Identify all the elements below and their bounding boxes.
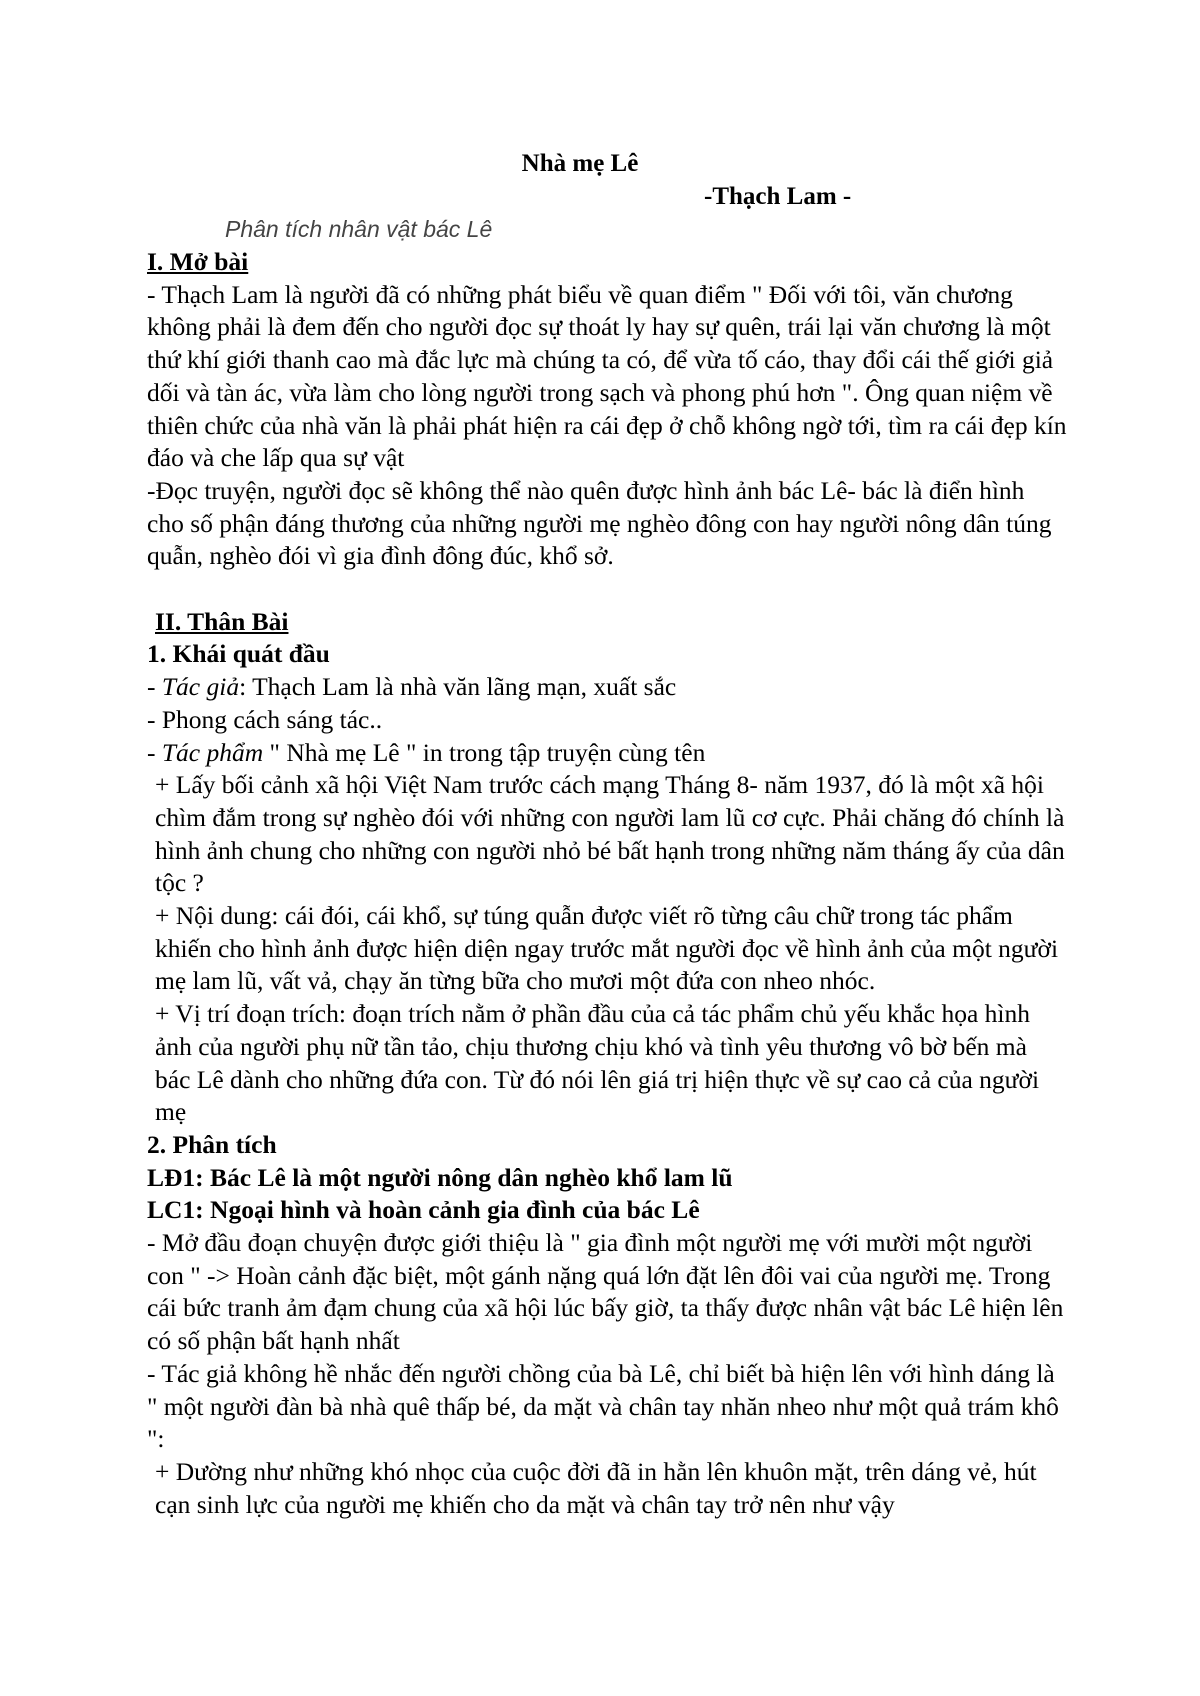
analysis-paragraph-3: + Dường như những khó nhọc của cuộc đời đã in hằn lên khuôn mặt, trên dáng vẻ, hút cạn sinh lực của người mẹ khiến cho da mặt và chân tay trở nên như vậy xyxy=(155,1457,1037,1519)
position-paragraph: + Vị trí đoạn trích: đoạn trích nằm ở phần đầu của cả tác phẩm chủ yếu khắc họa hình ảnh của người phụ nữ tần tảo, chịu thương chịu khó và tình yêu thương vô bờ bến mà bác Lê dành cho những đứa con. Từ đó nói lên giá trị hiện thực về sự cao cả của người mẹ xyxy=(155,999,1040,1127)
subheading-analysis: 2. Phân tích xyxy=(147,1129,277,1159)
author-line: - Tác giả: Thạch Lam là nhà văn lãng mạn, xuất sắc xyxy=(147,672,677,702)
document-body xyxy=(147,246,1067,1521)
work-text: " Nhà mẹ Lê " in trong tập truyện cùng tên xyxy=(263,737,706,767)
document-author: -Thạch Lam - xyxy=(704,183,852,210)
author-text: : Thạch Lam là nhà văn lãng mạn, xuất sắc xyxy=(239,672,677,702)
context-paragraph: + Lấy bối cảnh xã hội Việt Nam trước cách mạng Tháng 8- năm 1937, đó là một xã hội chìm đắm trong sự nghèo đói với những con người lam lũ cơ cực. Phải chăng đó chính là hình ảnh chung cho những con người nhỏ bé bất hạnh trong những năm tháng ấy của dân tộc ? xyxy=(155,770,1065,898)
document-subtitle: Phân tích nhân vật bác Lê xyxy=(225,216,493,242)
intro-paragraph-1: - Thạch Lam là người đã có những phát biểu về quan điểm " Đối với tôi, văn chương không phải là đem đến cho người đọc sự thoát ly hay sự quên, trái lại văn chương là một thứ khí giới thanh cao mà đắc lực mà chúng ta có, để vừa tố cáo, thay đổi cái thế giới giả dối và tàn ác, vừa làm cho lòng người trong sạch và phong phú hơn ". Ông quan niệm về thiên chức của nhà văn là phải phát hiện ra cái đẹp ở chỗ không ngờ tới, tìm ra cái đẹp kín đáo và che lấp qua sự vật xyxy=(147,279,1067,473)
subheading-overview: 1. Khái quát đầu xyxy=(147,639,330,669)
section-heading-body: II. Thân Bài xyxy=(155,606,289,636)
document-title: Nhà mẹ Lê xyxy=(521,150,639,177)
analysis-paragraph-2: - Tác giả không hề nhắc đến người chồng của bà Lê, chỉ biết bà hiện lên với hình dáng là " một người đàn bà nhà quê thấp bé, da mặt và chân tay nhăn nheo như một quả trám khô ": xyxy=(147,1358,1059,1454)
work-label: Tác phẩm xyxy=(161,737,264,767)
style-line: - Phong cách sáng tác.. xyxy=(147,704,383,734)
blank-line xyxy=(147,573,1067,606)
analysis-paragraph-1: - Mở đầu đoạn chuyện được giới thiệu là " gia đình một người mẹ với mười một người con " -> Hoàn cảnh đặc biệt, một gánh nặng quá lớn đặt lên đôi vai của người mẹ. Trong cái bức tranh ảm đạm chung của xã hội lúc bấy giờ, ta thấy được nhân vật bác Lê hiện lên có số phận bất hạnh nhất xyxy=(147,1228,1064,1356)
sub-argument-heading-1: LC1: Ngoại hình và hoàn cảnh gia đình của bác Lê xyxy=(147,1195,700,1225)
argument-heading-1: LĐ1: Bác Lê là một người nông dân nghèo khổ lam lũ xyxy=(147,1162,733,1192)
content-paragraph: + Nội dung: cái đói, cái khổ, sự túng quẫn được viết rõ từng câu chữ trong tác phẩm khiến cho hình ảnh được hiện diện ngay trước mắt người đọc về hình ảnh của một người mẹ lam lũ, vất vả, chạy ăn từng bữa cho mươi một đứa con nheo nhóc. xyxy=(155,901,1059,996)
author-label: Tác giả xyxy=(161,672,240,702)
work-line: - Tác phẩm " Nhà mẹ Lê " in trong tập truyện cùng tên xyxy=(147,737,706,767)
intro-paragraph-2: -Đọc truyện, người đọc sẽ không thể nào quên được hình ảnh bác Lê- bác là điển hình cho số phận đáng thương của những người mẹ nghèo đông con hay người nông dân túng quẫn, nghèo đói vì gia đình đông đúc, khổ sở. xyxy=(147,475,1052,571)
section-heading-intro: I. Mở bài xyxy=(147,247,249,276)
